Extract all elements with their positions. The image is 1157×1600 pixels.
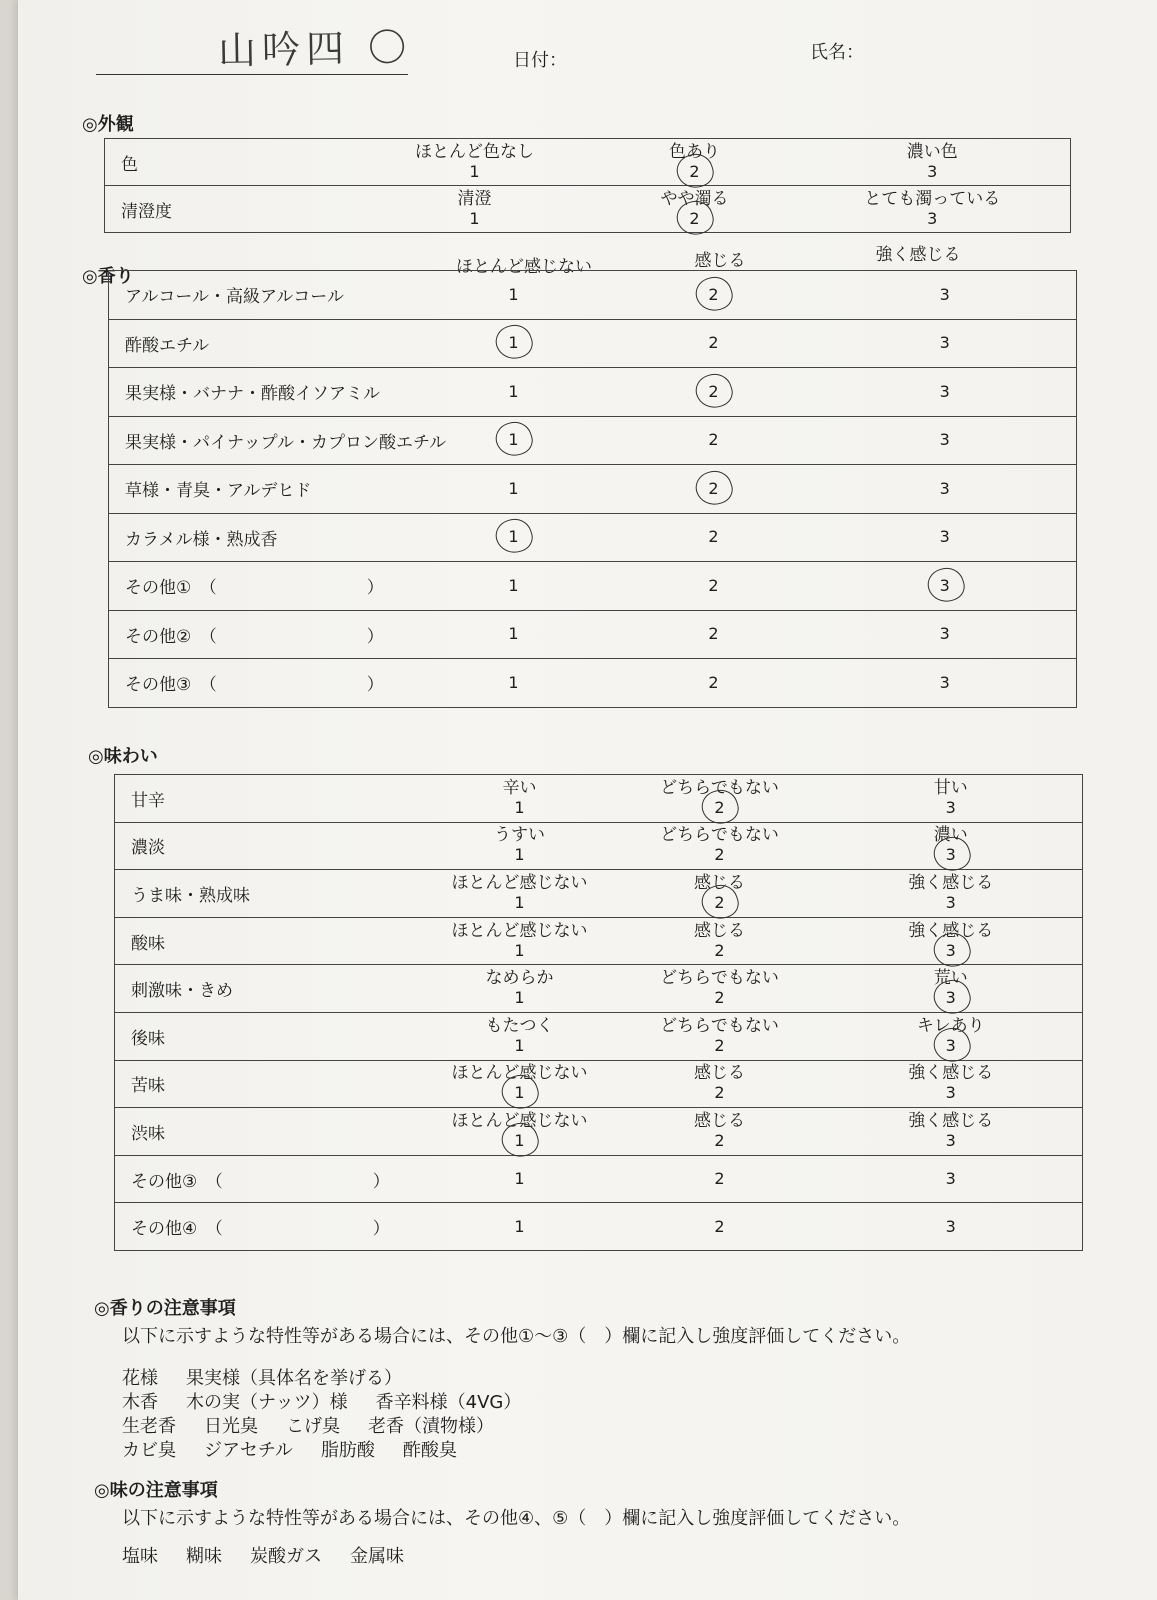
option-text: うすい [494,825,545,846]
rating-option[interactable] [814,562,1077,611]
aroma-label [109,610,414,659]
rating-number: 3 [945,1169,956,1189]
aroma-note-line [122,1388,549,1414]
rating-option[interactable] [614,610,814,659]
option-text: ほとんど感じない [451,920,588,941]
appearance-row [105,186,1071,233]
option-text: キレあり [916,1015,985,1036]
rating-number: 3 [945,797,956,817]
rating-number: 2 [708,284,719,304]
rating-option[interactable] [414,368,614,417]
option-text: 強く感じる [908,1063,994,1084]
taste-row [115,822,1083,870]
aroma-note-line [122,1364,430,1390]
option-text: 感じる [694,920,745,941]
option-text: 色あり [669,141,720,162]
rating-number: 3 [939,624,950,644]
rating-option[interactable] [420,870,620,918]
rating-option[interactable] [614,562,814,611]
rating-number: 1 [514,845,525,865]
aroma-note-item: 日光臭 [204,1416,258,1437]
taste-label [115,917,420,965]
rating-option[interactable] [414,465,614,514]
rating-number: 1 [508,478,519,498]
taste-label [115,1203,420,1251]
rating-option[interactable] [420,1155,620,1203]
aroma-note-item: 果実様（具体名を挙げる） [186,1368,402,1389]
rating-option[interactable] [620,965,820,1013]
rating-option[interactable] [414,513,614,562]
taste-label [115,870,420,918]
taste-notes-list [122,1542,432,1568]
close-paren: ） [372,1219,390,1240]
rating-option[interactable] [414,271,614,320]
aroma-note-item: ジアセチル [204,1440,293,1461]
rating-number: 2 [689,208,700,228]
rating-option[interactable] [820,822,1083,870]
taste-notes-title: ◎味の注意事項 [94,1480,218,1501]
rating-option[interactable] [820,1012,1083,1060]
rating-number: 3 [945,892,956,912]
rating-number: 3 [939,430,950,450]
aroma-notes-instruction: 以下に示すような特性等がある場合には、その他①～③（ ）欄に記入し強度評価してください。 [122,1326,911,1347]
close-paren: ） [366,675,384,696]
rating-option[interactable] [820,775,1083,823]
rating-option[interactable] [814,416,1077,465]
taste-label [115,1060,420,1108]
appearance-label: 清澄度 [105,186,355,233]
rating-number: 2 [708,624,719,644]
option-text: 辛い [502,777,537,798]
rating-option[interactable] [620,1155,820,1203]
taste-label-text: 濃淡 [131,838,165,859]
rating-option[interactable] [355,186,595,233]
rating-number: 2 [714,940,725,960]
rating-number: 3 [939,527,950,547]
rating-option[interactable] [414,562,614,611]
rating-number: 3 [939,478,950,498]
option-text: 清澄 [457,188,492,209]
aroma-label [109,416,447,465]
taste-title: ◎味わい [88,746,158,767]
aroma-label-text: その他① （ [125,578,217,599]
rating-option[interactable] [620,822,820,870]
rating-option[interactable] [420,917,620,965]
rating-number: 1 [514,940,525,960]
option-text: ほとんど感じない [451,1063,588,1084]
taste-row [115,1203,1083,1251]
aroma-col-header-2: 感じる [694,251,746,271]
option-text: どちらでもない [660,1015,779,1036]
option-text: 濃い [933,825,968,846]
taste-label-text: 渋味 [131,1123,165,1144]
rating-number: 3 [939,575,950,595]
aroma-col-header-1: ほとんど感じない [456,257,592,277]
close-paren: ） [372,1171,390,1192]
rating-option[interactable] [420,1203,620,1251]
rating-number: 3 [945,1130,956,1150]
rating-number: 2 [714,797,725,817]
option-text: やや濁る [660,188,729,209]
appearance-row [105,139,1071,186]
option-text: 荒い [933,968,968,989]
taste-row [115,917,1083,965]
rating-number: 3 [945,1035,956,1055]
rating-option[interactable] [620,870,820,918]
rating-number: 2 [708,430,719,450]
rating-option[interactable] [795,186,1071,233]
aroma-note-item: 生老香 [122,1416,176,1437]
rating-number: 1 [514,988,525,1008]
rating-option[interactable] [414,319,614,368]
rating-option[interactable] [814,271,1077,320]
aroma-row [109,610,1077,659]
rating-number: 1 [508,575,519,595]
evaluation-sheet [18,0,1157,1600]
taste-table [114,774,1083,1251]
rating-number: 2 [689,161,700,181]
rating-number: 3 [945,1216,956,1236]
rating-option[interactable] [814,513,1077,562]
rating-option[interactable] [355,139,595,186]
taste-label-text: うま味・熟成味 [131,885,250,906]
option-text: 甘い [933,777,968,798]
rating-option[interactable] [620,775,820,823]
rating-number: 1 [514,1216,525,1236]
appearance-label: 色 [105,139,355,186]
rating-option[interactable] [414,610,614,659]
taste-row [115,775,1083,823]
aroma-label-text: アルコール・高級アルコール [125,287,344,308]
option-text: 感じる [694,872,745,893]
rating-number: 3 [927,161,938,181]
taste-notes-instruction: 以下に示すような特性等がある場合には、その他④、⑤（ ）欄に記入し強度評価してください。 [122,1508,911,1529]
taste-label-text: 酸味 [131,933,165,954]
taste-row [115,870,1083,918]
rating-number: 2 [708,333,719,353]
option-text: 強く感じる [908,920,994,941]
aroma-label [109,319,414,368]
option-text: ほとんど色なし [415,141,534,162]
rating-number: 1 [514,1169,525,1189]
aroma-note-item: 脂肪酸 [320,1440,375,1461]
aroma-note-item: 香辛料様（4VG） [375,1392,522,1413]
rating-number: 1 [508,527,519,547]
aroma-row [109,368,1077,417]
rating-option[interactable] [795,139,1071,186]
taste-row [115,965,1083,1013]
rating-option[interactable] [420,1108,620,1156]
aroma-row [109,416,1077,465]
aroma-col-header-3: 強く感じる [875,245,961,265]
rating-number: 1 [514,1130,525,1150]
taste-label [115,822,420,870]
rating-option[interactable] [820,1108,1083,1156]
option-text: 強く感じる [908,872,994,893]
rating-number: 2 [714,1130,725,1150]
rating-option[interactable] [820,965,1083,1013]
taste-label [115,965,420,1013]
handwritten-sample-name: 山吟四 〇 [217,25,413,73]
taste-note-item: 金属味 [350,1546,404,1567]
rating-option[interactable] [620,1203,820,1251]
aroma-label [109,271,414,320]
aroma-table [108,270,1077,708]
taste-label-text: 苦味 [131,1076,165,1097]
rating-option[interactable] [814,368,1077,417]
rating-number: 3 [927,208,938,228]
rating-number: 2 [708,381,719,401]
taste-label [115,1012,420,1060]
option-text: 強く感じる [908,1110,994,1131]
aroma-label-text: 酢酸エチル [125,335,210,356]
rating-number: 1 [514,1083,525,1103]
rating-option[interactable] [420,822,620,870]
rating-number: 1 [508,284,519,304]
close-paren: ） [366,626,384,647]
rating-option[interactable] [620,1108,820,1156]
rating-option[interactable] [814,659,1077,708]
close-paren: ） [366,578,384,599]
aroma-label-text: 果実様・バナナ・酢酸イソアミル [125,384,380,405]
rating-number: 3 [945,988,956,1008]
option-text: ほとんど感じない [451,1110,588,1131]
rating-option[interactable] [620,1012,820,1060]
aroma-note-item: こげ臭 [286,1416,340,1437]
rating-number: 1 [514,1035,525,1055]
aroma-note-item: 花様 [122,1368,158,1389]
aroma-row [109,319,1077,368]
rating-option[interactable] [414,416,614,465]
taste-label-text: 刺激味・きめ [131,981,233,1002]
rating-number: 3 [939,284,950,304]
rating-number: 2 [714,988,725,1008]
rating-number: 3 [939,381,950,401]
taste-note-item: 塩味 [122,1546,158,1567]
rating-number: 3 [939,672,950,692]
rating-number: 2 [708,527,719,547]
rating-option[interactable] [820,1203,1083,1251]
rating-option[interactable] [420,775,620,823]
aroma-note-item: 木香 [122,1392,158,1413]
option-text: どちらでもない [660,825,779,846]
name-label: 氏名： [810,42,864,63]
rating-number: 2 [714,1169,725,1189]
rating-option[interactable] [820,917,1083,965]
aroma-label-text: 草様・青臭・アルデヒド [125,481,312,502]
option-text: どちらでもない [660,968,779,989]
option-text: とても濁っている [864,188,1001,209]
aroma-note-line [122,1412,522,1438]
taste-row [115,1060,1083,1108]
aroma-label [109,659,414,708]
rating-option[interactable] [420,1012,620,1060]
rating-number: 2 [708,478,719,498]
taste-label-text: その他④ （ [131,1219,223,1240]
rating-number: 2 [714,1083,725,1103]
rating-number: 1 [514,892,525,912]
rating-option[interactable] [814,319,1077,368]
rating-number: 2 [708,672,719,692]
rating-number: 2 [714,1035,725,1055]
rating-number: 2 [708,575,719,595]
taste-note-item: 炭酸ガス [250,1546,322,1567]
taste-row [115,1108,1083,1156]
option-text: 濃い色 [906,141,958,162]
aroma-note-item: カビ臭 [122,1440,176,1461]
rating-option[interactable] [595,139,795,186]
rating-option[interactable] [414,659,614,708]
aroma-label-text: 果実様・パイナップル・カプロン酸エチル [125,432,447,453]
rating-number: 2 [714,892,725,912]
aroma-label [109,513,414,562]
aroma-note-item: 酢酸臭 [402,1440,457,1461]
aroma-label-text: その他③ （ [125,675,217,696]
appearance-title: ◎外観 [82,114,134,135]
rating-number: 1 [514,797,525,817]
rating-option[interactable] [614,416,814,465]
option-text: なめらか [485,968,554,989]
rating-number: 1 [508,624,519,644]
rating-option[interactable] [820,1155,1083,1203]
rating-option[interactable] [820,870,1083,918]
rating-number: 3 [945,1083,956,1103]
rating-number: 1 [508,333,519,353]
rating-option[interactable] [614,465,814,514]
name-underline [96,74,408,75]
option-text: 感じる [694,1063,745,1084]
aroma-label-text: その他② （ [125,626,217,647]
rating-option[interactable] [614,368,814,417]
rating-number: 2 [714,1216,725,1236]
aroma-note-item: 木の実（ナッツ）様 [186,1392,348,1413]
aroma-note-item: 老香（漬物様） [368,1416,494,1437]
aroma-row [109,465,1077,514]
rating-number: 3 [945,940,956,960]
aroma-row [109,659,1077,708]
taste-label [115,1108,420,1156]
rating-option[interactable] [820,1060,1083,1108]
taste-row [115,1012,1083,1060]
aroma-row [109,271,1077,320]
taste-label-text: 甘辛 [131,790,165,811]
aroma-label [109,562,414,611]
option-text: ほとんど感じない [451,872,588,893]
rating-option[interactable] [614,271,814,320]
rating-option[interactable] [614,513,814,562]
aroma-row [109,562,1077,611]
taste-note-item: 糊味 [186,1546,222,1567]
appearance-table [104,138,1071,233]
aroma-note-line [122,1436,485,1462]
taste-label-text: その他③ （ [131,1171,223,1192]
rating-number: 1 [508,381,519,401]
rating-option[interactable] [614,319,814,368]
aroma-row [109,513,1077,562]
rating-option[interactable] [620,1060,820,1108]
aroma-label [109,368,414,417]
aroma-title: ◎香り [82,266,134,287]
date-label: 日付： [513,50,567,71]
aroma-label [109,465,414,514]
rating-option[interactable] [614,659,814,708]
taste-label-text: 後味 [131,1028,165,1049]
taste-label [115,775,420,823]
rating-number: 1 [508,430,519,450]
rating-option[interactable] [620,917,820,965]
option-text: もたつく [485,1015,554,1036]
rating-number: 2 [714,845,725,865]
option-text: どちらでもない [660,777,779,798]
taste-row [115,1155,1083,1203]
aroma-label-text: カラメル様・熟成香 [125,529,278,550]
rating-option[interactable] [420,965,620,1013]
rating-option[interactable] [595,186,795,233]
rating-number: 3 [945,845,956,865]
rating-option[interactable] [814,465,1077,514]
rating-number: 3 [939,333,950,353]
option-text: 感じる [694,1110,745,1131]
rating-option[interactable] [814,610,1077,659]
aroma-notes-title: ◎香りの注意事項 [94,1298,236,1319]
rating-number: 1 [508,672,519,692]
rating-number: 1 [469,161,480,181]
rating-option[interactable] [420,1060,620,1108]
taste-label [115,1155,420,1203]
rating-number: 1 [469,208,480,228]
